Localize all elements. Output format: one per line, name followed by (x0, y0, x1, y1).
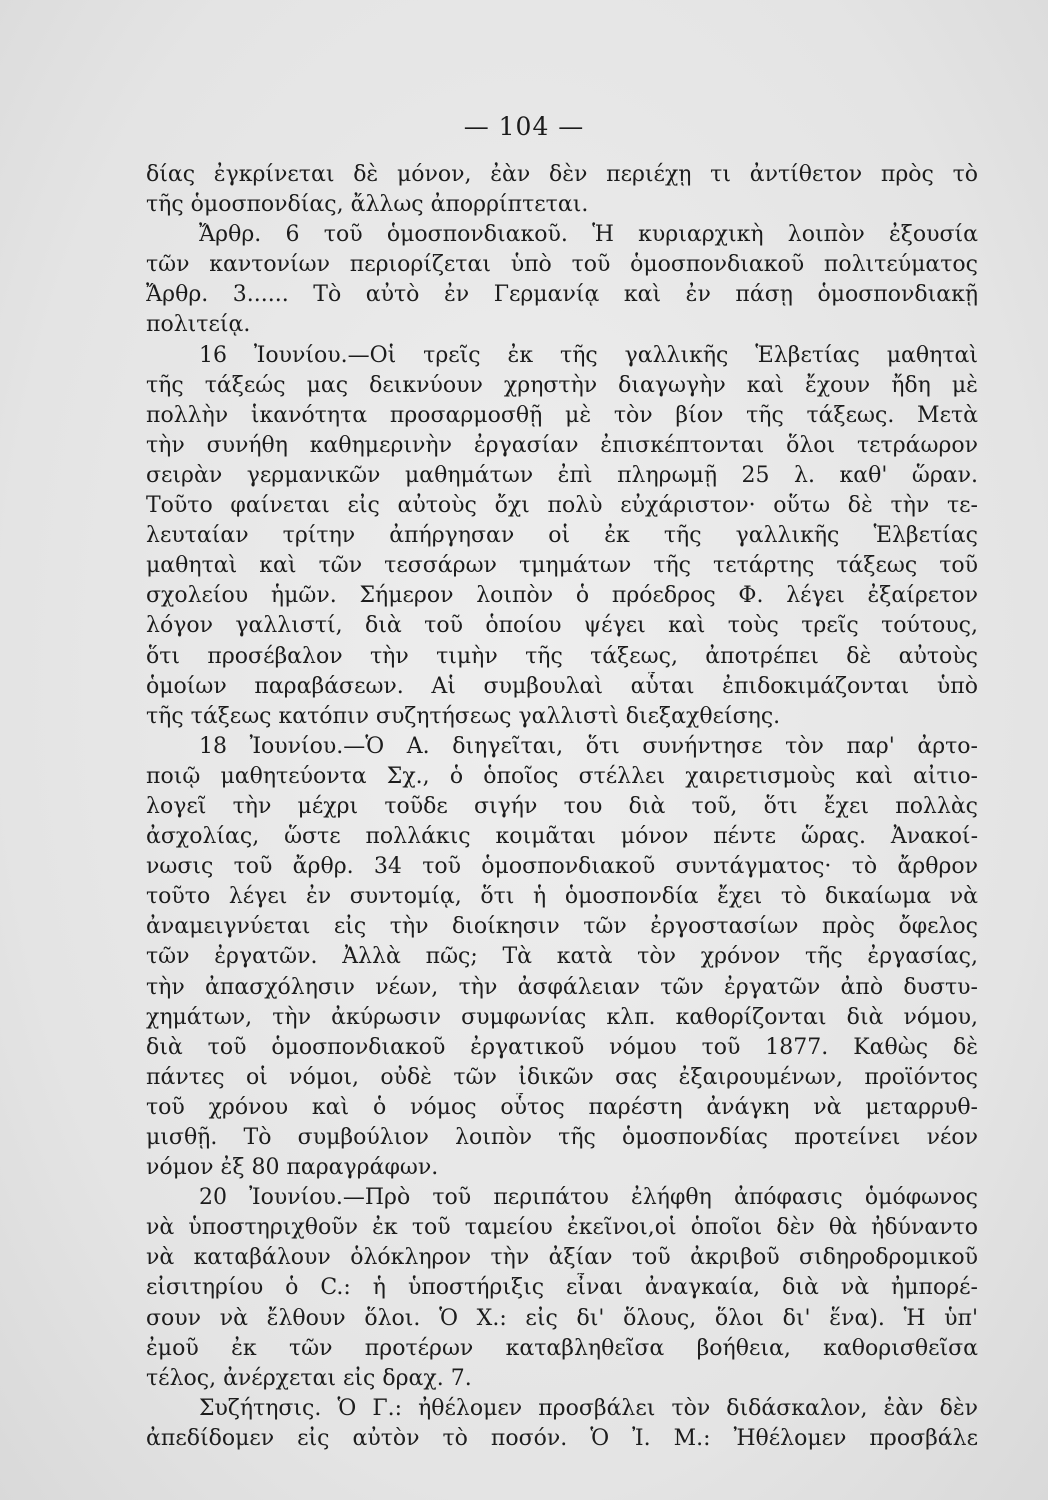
text-line: Ἄρθρ. 3...... Τὸ αὐτὸ ἐν Γερμανίᾳ καὶ ἐν πάσῃ ὁμοσπονδιακῇ (146, 282, 978, 308)
text-line: χημάτων, τὴν ἀκύρωσιν συμφωνίας κλπ. καθορίζονται διὰ νόμου, (146, 1004, 978, 1030)
text-line: σουν νὰ ἔλθουν ὅλοι. Ὁ Χ.: εἰς δι' ὅλους, ὅλοι δι' ἕνα). Ἡ ὑπ' (146, 1305, 978, 1331)
text-line: τῶν ἐργατῶν. Ἀλλὰ πῶς; Τὰ κατὰ τὸν χρόνον τῆς ἐργασίας, (146, 944, 978, 970)
text-line: σχολείου ἡμῶν. Σήμερον λοιπὸν ὁ πρόεδρος Φ. λέγει ἐξαίρετον (146, 583, 978, 609)
text-line: τοῦτο λέγει ἐν συντομίᾳ, ὅτι ἡ ὁμοσπονδία ἔχει τὸ δικαίωμα νὰ (146, 884, 978, 910)
text-line: Ἄρθρ. 6 τοῦ ὁμοσπονδιακοῦ. Ἡ κυριαρχικὴ λοιπὸν ἐξουσία (199, 222, 978, 248)
text-line: τῆς ὁμοσπονδίας, ἄλλως ἀπορρίπτεται. (146, 192, 589, 218)
text-line: 20 Ἰουνίου.—Πρὸ τοῦ περιπάτου ἐλήφθη ἀπόφασις ὁμόφωνος (199, 1185, 978, 1211)
text-line: ποιῷ μαθητεύοντα Σχ., ὁ ὁποῖος στέλλει χαιρετισμοὺς καὶ αἰτιο- (146, 763, 978, 789)
text-line: διὰ τοῦ ὁμοσπονδιακοῦ ἐργατικοῦ νόμου τοῦ 1877. Καθὼς δὲ (146, 1034, 978, 1060)
text-line: τῶν καντονίων περιορίζεται ὑπὸ τοῦ ὁμοσπονδιακοῦ πολιτεύματος (146, 252, 978, 278)
text-line: ἐμοῦ ἐκ τῶν προτέρων καταβληθεῖσα βοήθεια, καθορισθεῖσα (146, 1335, 978, 1361)
text-line: λογεῖ τὴν μέχρι τοῦδε σιγήν του διὰ τοῦ, ὅτι ἔχει πολλὰς (146, 793, 978, 819)
text-line: ὁμοίων παραβάσεων. Αἱ συμβουλαὶ αὗται ἐπιδοκιμάζονται ὑπὸ (146, 673, 978, 699)
text-line: 18 Ἰουνίου.—Ὁ Α. διηγεῖται, ὅτι συνήντησε τὸν παρ' ἀρτο- (199, 733, 978, 759)
text-line: πολλὴν ἱκανότητα προσαρμοσθῇ μὲ τὸν βίον τῆς τάξεως. Μετὰ (146, 402, 978, 428)
body-text (146, 160, 978, 1454)
text-line: τῆς τάξεως κατόπιν συζητήσεως γαλλιστὶ διεξαχθείσης. (146, 703, 781, 729)
text-line: μισθῇ. Τὸ συμβούλιον λοιπὸν τῆς ὁμοσπονδίας προτείνει νέον (146, 1125, 978, 1150)
text-line: πάντες οἱ νόμοι, οὐδὲ τῶν ἰδικῶν σας ἐξαιρουμένων, προϊόντος (146, 1064, 978, 1090)
text-line: σειρὰν γερμανικῶν μαθημάτων ἐπὶ πληρωμῇ 25 λ. καθ' ὥραν. (146, 462, 978, 488)
text-line: τὴν συνήθη καθημερινὴν ἐργασίαν ἐπισκέπτονται ὅλοι τετράωρον (146, 432, 978, 458)
text-line: Τοῦτο φαίνεται εἰς αὐτοὺς ὄχι πολὺ εὐχάριστον· οὕτω δὲ τὴν τε- (146, 493, 978, 519)
text-line: 16 Ἰουνίου.—Οἱ τρεῖς ἐκ τῆς γαλλικῆς Ἑλβετίας μαθηταὶ (199, 342, 978, 368)
text-line: ἀπεδίδομεν εἰς αὐτὸν τὸ ποσόν. Ὁ Ἰ. Μ.: Ἠθέλομεν προσβάλε (146, 1425, 978, 1451)
text-line: πολιτείᾳ. (146, 312, 251, 338)
text-line: λόγον γαλλιστί, διὰ τοῦ ὁποίου ψέγει καὶ τοὺς τρεῖς τούτους, (146, 613, 978, 639)
text-line: τοῦ χρόνου καὶ ὁ νόμος οὗτος παρέστη ἀνάγκη νὰ μεταρρυθ- (146, 1094, 978, 1120)
text-line: νωσις τοῦ ἄρθρ. 34 τοῦ ὁμοσπονδιακοῦ συντάγματος· τὸ ἄρθρον (146, 854, 978, 880)
text-line: νόμον ἐξ 80 παραγράφων. (146, 1155, 439, 1181)
text-line: Συζήτησις. Ὁ Γ.: ἠθέλομεν προσβάλει τὸν διδάσκαλον, ἐὰν δὲν (199, 1395, 978, 1421)
text-line: ὅτι προσέβαλον τὴν τιμὴν τῆς τάξεως, ἀποτρέπει δὲ αὐτοὺς (146, 643, 978, 669)
text-line: ἀναμειγνύεται εἰς τὴν διοίκησιν τῶν ἐργοστασίων πρὸς ὄφελος (146, 914, 978, 940)
page-number: — 104 — (463, 112, 585, 141)
text-line: ἀσχολίας, ὥστε πολλάκις κοιμᾶται μόνον πέντε ὥρας. Ἀνακοί- (146, 824, 978, 850)
text-line: μαθηταὶ καὶ τῶν τεσσάρων τμημάτων τῆς τετάρτης τάξεως τοῦ (146, 553, 978, 579)
text-line: τέλος, ἀνέρχεται εἰς δραχ. 7. (146, 1365, 472, 1391)
text-line: τὴν ἀπασχόλησιν νέων, τὴν ἀσφάλειαν τῶν ἐργατῶν ἀπὸ δυστυ- (146, 974, 978, 1000)
text-line: νὰ καταβάλουν ὁλόκληρον τὴν ἀξίαν τοῦ ἀκριβοῦ σιδηροδρομικοῦ (146, 1245, 978, 1271)
text-line: εἰσιτηρίου ὁ C.: ἡ ὑποστήριξις εἶναι ἀναγκαία, διὰ νὰ ἠμπορέ- (146, 1275, 978, 1301)
text-line: λευταίαν τρίτην ἀπήργησαν οἱ ἐκ τῆς γαλλικῆς Ἑλβετίας (146, 523, 978, 549)
text-line: τῆς τάξεώς μας δεικνύουν χρηστὴν διαγωγὴν καὶ ἔχουν ἤδη μὲ (146, 372, 978, 398)
text-line: δίας ἐγκρίνεται δὲ μόνον, ἐὰν δὲν περιέχῃ τι ἀντίθετον πρὸς τὸ (146, 162, 978, 187)
text-line: νὰ ὑποστηριχθοῦν ἐκ τοῦ ταμείου ἐκεῖνοι,οἱ ὁποῖοι δὲν θὰ ἠδύναντο (146, 1215, 978, 1241)
